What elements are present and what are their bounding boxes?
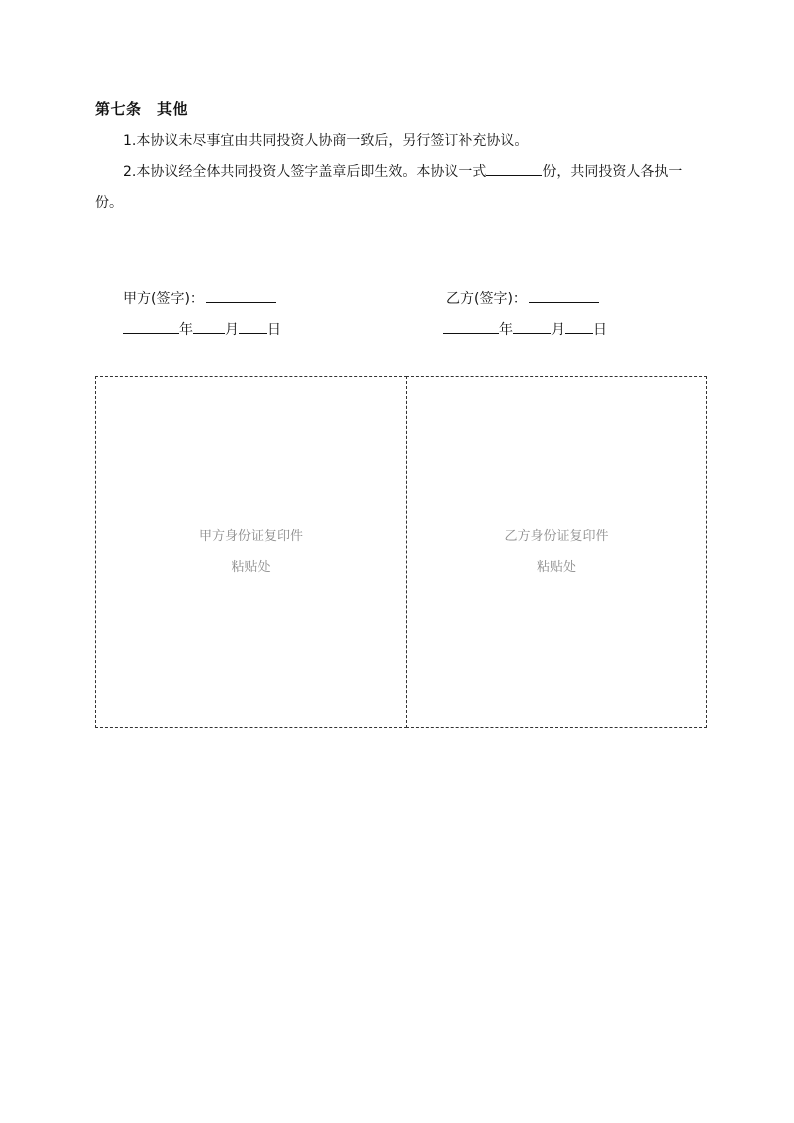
party-a-signature <box>123 288 276 309</box>
party-b-day-blank[interactable] <box>565 319 593 334</box>
party-b-year-label: 年 <box>499 322 513 338</box>
clause-2 <box>95 157 707 219</box>
party-a-id-copy-box <box>95 376 407 728</box>
party-b-month-label: 月 <box>551 322 565 338</box>
party-a-signature-line[interactable] <box>206 288 276 303</box>
party-a-year-blank[interactable] <box>123 319 179 334</box>
clause-2-text-after: 份，共同投资人各执一份。 <box>95 164 683 211</box>
party-b-id-label: 乙方身份证复印件 <box>504 529 609 544</box>
clause-2-text-before: 2.本协议经全体共同投资人签字盖章后即生效。本协议一式 <box>123 164 487 180</box>
party-a-paste-label: 粘贴处 <box>231 560 271 575</box>
party-b-day-label: 日 <box>593 322 607 338</box>
party-b-year-blank[interactable] <box>443 319 499 334</box>
clause-1 <box>95 126 707 157</box>
party-b-signature-line[interactable] <box>529 288 599 303</box>
party-a-date <box>123 319 281 340</box>
article-heading: 第七条 其他 <box>95 100 189 118</box>
copies-blank-line[interactable] <box>486 161 542 176</box>
party-a-month-blank[interactable] <box>193 319 225 334</box>
party-a-id-label: 甲方身份证复印件 <box>198 529 303 544</box>
party-a-signature-label: 甲方(签字)： <box>123 291 204 307</box>
party-a-day-label: 日 <box>267 322 281 338</box>
party-b-month-blank[interactable] <box>513 319 551 334</box>
party-b-date <box>443 319 607 340</box>
party-b-signature-label: 乙方(签字)： <box>446 291 527 307</box>
party-b-paste-label: 粘贴处 <box>536 560 576 575</box>
party-a-month-label: 月 <box>225 322 239 338</box>
party-a-day-blank[interactable] <box>239 319 267 334</box>
party-a-year-label: 年 <box>179 322 193 338</box>
party-b-signature <box>446 288 599 309</box>
clause-1-text: 1.本协议未尽事宜由共同投资人协商一致后，另行签订补充协议。 <box>123 133 529 149</box>
party-b-id-copy-box <box>406 376 707 728</box>
